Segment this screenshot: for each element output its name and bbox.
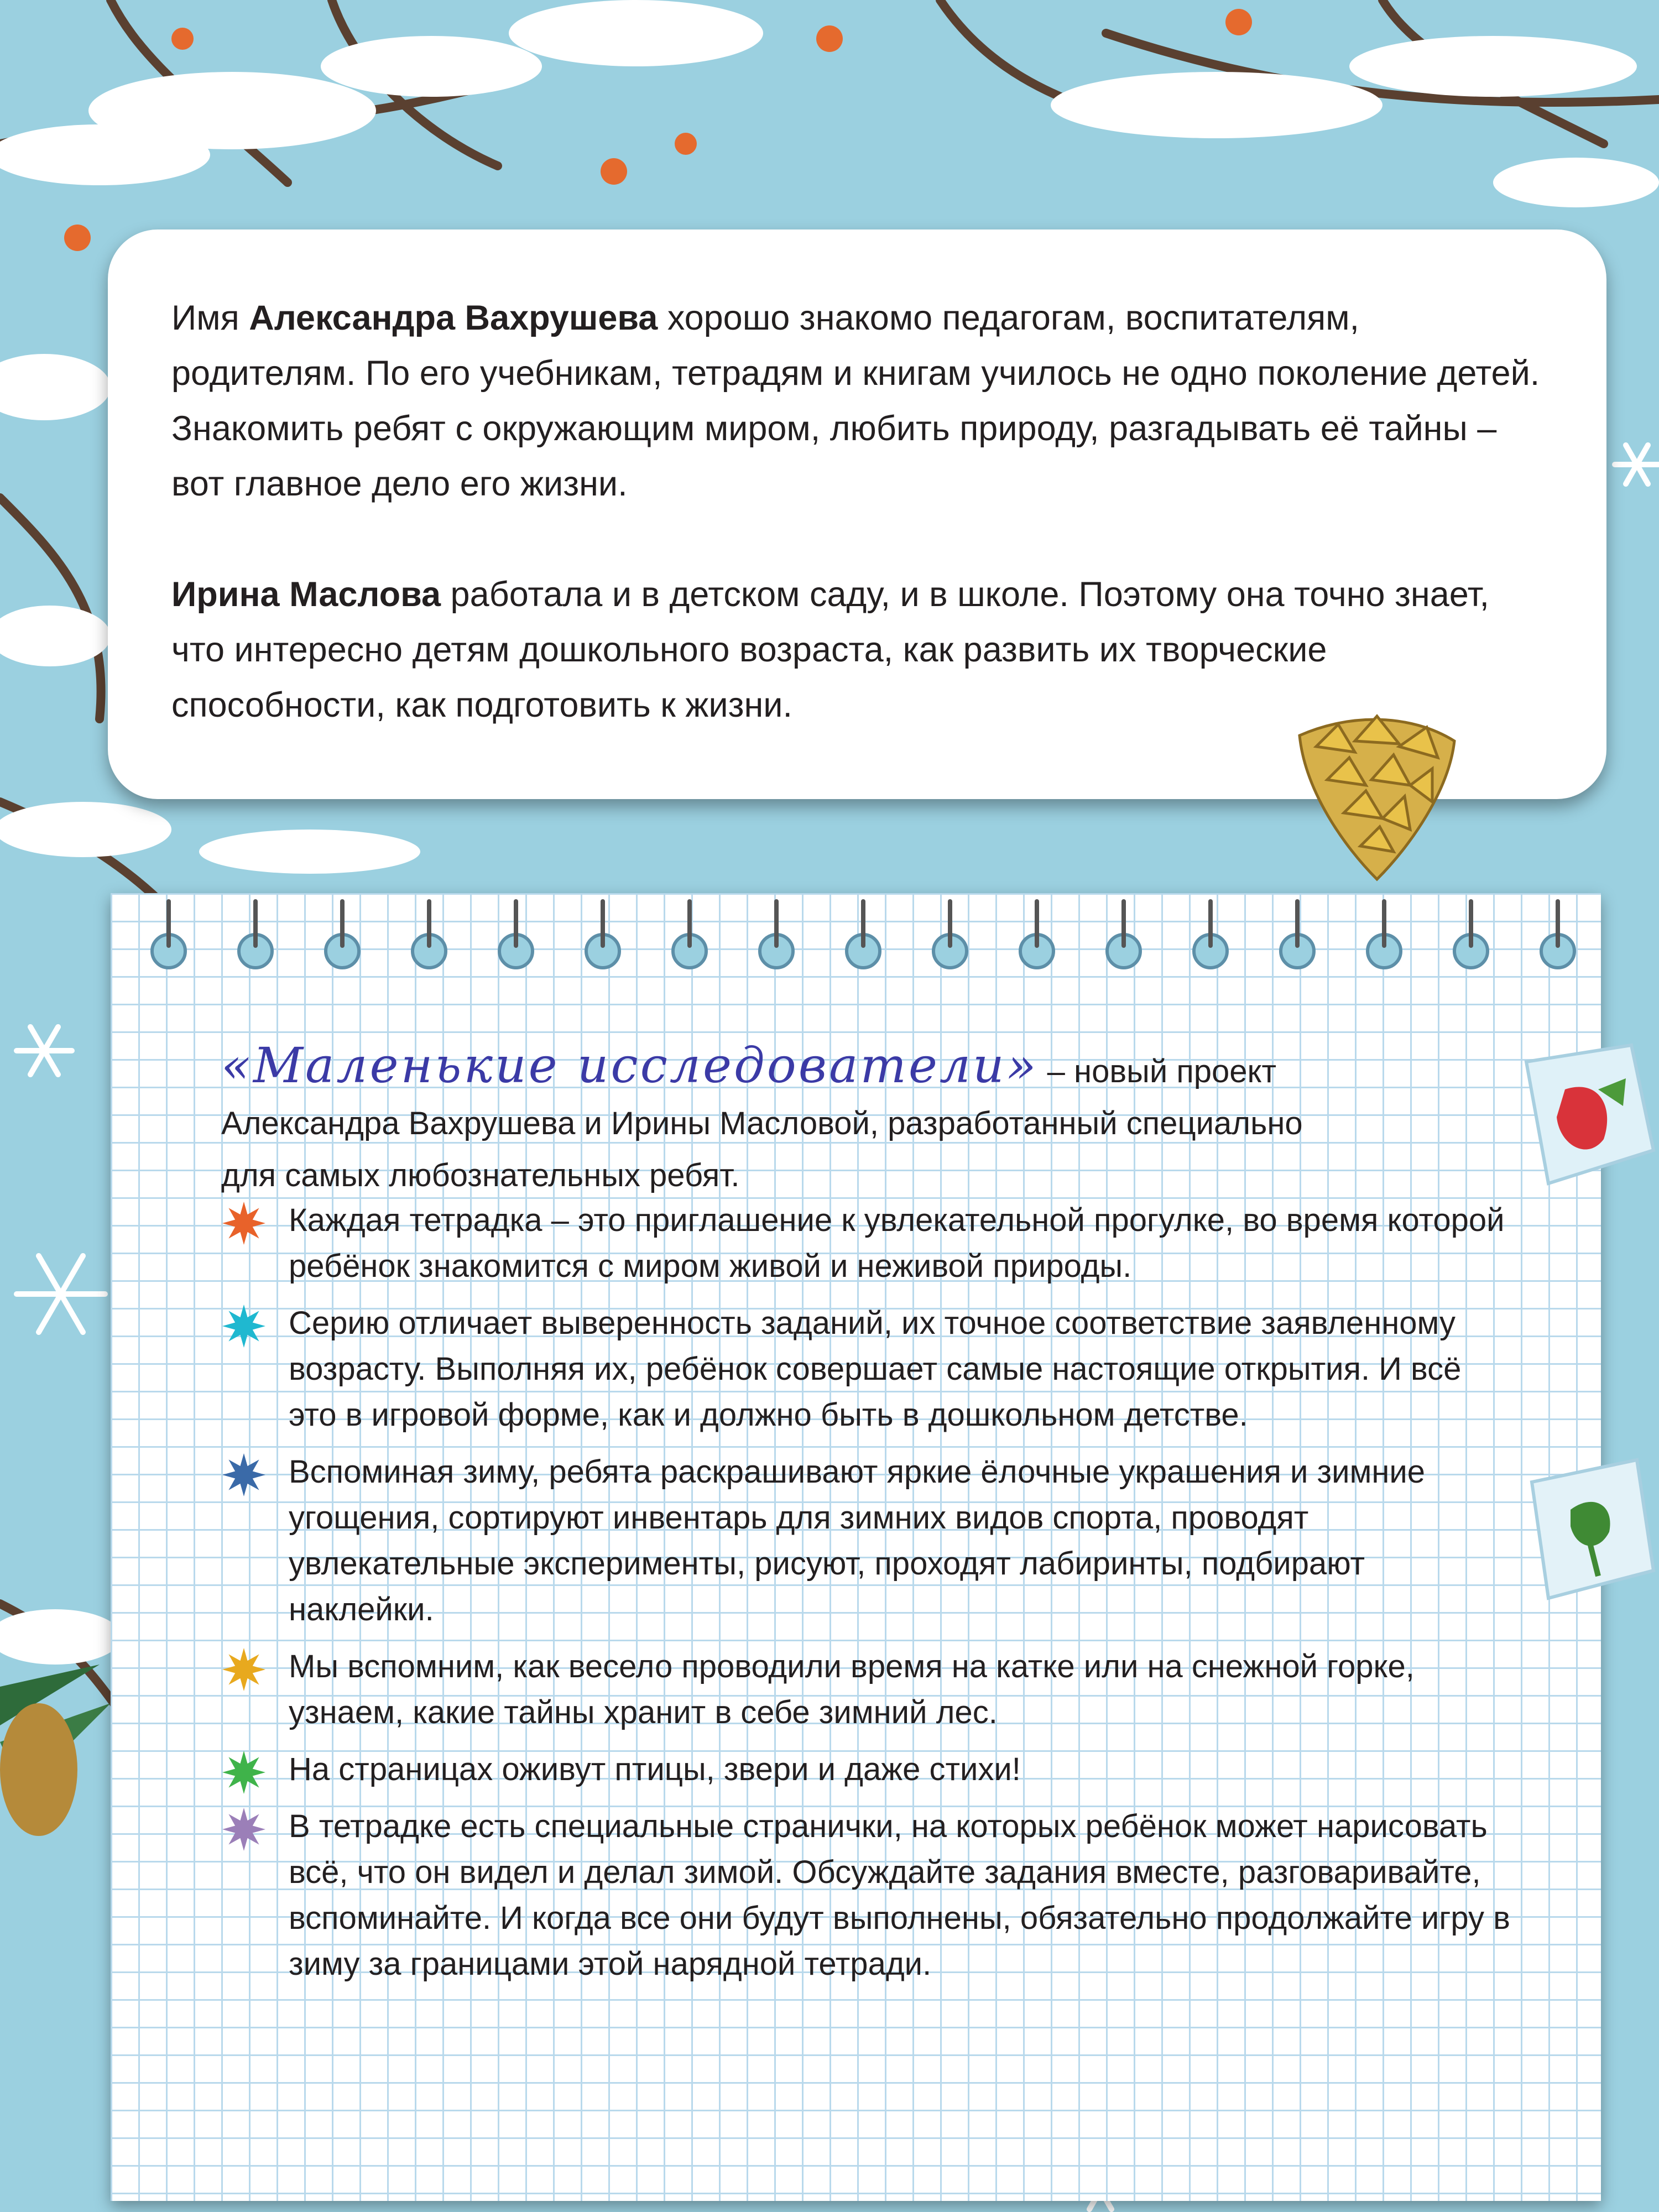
feature-item	[221, 1300, 1515, 1438]
ice-cube-strawberry-icon	[1504, 1040, 1659, 1206]
ice-cube-parsley-icon	[1515, 1449, 1659, 1615]
feature-text: В тетрадке есть специальные странички, на которых ребёнок может нарисовать всё, что он видел и делал зимой. Обсуждайте задания вместе, разговаривайте, вспоминайте. И когда все они будут выполнены, обязательно продолжайте игру в зиму за границами этой нарядной тетради.	[289, 1808, 1510, 1982]
author-name-maslova: Ирина Маслова	[171, 575, 441, 614]
series-intro	[221, 1037, 1493, 1202]
feature-text: Мы вспомним, как весело проводили время на катке или на снежной горке, узнаем, какие тайны хранит в себе зимний лес.	[289, 1648, 1415, 1730]
star-bullet-icon	[222, 1305, 265, 1348]
star-bullet-icon	[222, 1648, 265, 1691]
author-description: хорошо знакомо педагогам, воспитателям, родителям. По его учебникам, тетрадям и книгам училось не одно поколение детей. Знакомить ребят с окружающим миром, любить природу, разгадывать её тайны – вот главное дело его жизни.	[171, 299, 1540, 503]
notebook-ring-holes	[111, 890, 1601, 984]
feature-text: Вспоминая зиму, ребята раскрашивают яркие ёлочные украшения и зимние угощения, сортируют инвентарь для зимних видов спорта, проводят увлекательные эксперименты, рисуют, проходят лабиринты, подбирают наклейки.	[289, 1454, 1426, 1627]
intro-line-2: Александра Вахрушева и Ирины Масловой, разработанный специально	[221, 1105, 1303, 1141]
star-bullet-icon	[222, 1202, 265, 1245]
feature-text: Каждая тетрадка – это приглашение к увлекательной прогулке, во время которой ребёнок знакомится с миром живой и неживой природы.	[289, 1202, 1505, 1284]
author-paragraph-vakhrushev	[171, 290, 1540, 512]
feature-item	[221, 1644, 1515, 1735]
pine-cone-icon	[1266, 702, 1488, 890]
feature-text: На страницах оживут птицы, звери и даже стихи!	[289, 1751, 1021, 1787]
text-prefix: Имя	[171, 299, 249, 337]
feature-text: Серию отличает выверенность заданий, их точное соответствие заявленному возрасту. Выполняя их, ребёнок совершает самые настоящие открытия. И всё это в игровой форме, как и должно быть в дошкольном детстве.	[289, 1305, 1462, 1433]
series-title: «Маленькие исследователи»	[221, 1037, 1039, 1094]
feature-list	[221, 1197, 1515, 1998]
feature-item	[221, 1746, 1515, 1792]
feature-item	[221, 1449, 1515, 1632]
star-bullet-icon	[222, 1808, 265, 1851]
feature-item	[221, 1197, 1515, 1289]
intro-line-3: для самых любознательных ребят.	[221, 1157, 740, 1193]
feature-item	[221, 1803, 1515, 1987]
author-description: работала и в детском саду, и в школе. Поэтому она точно знает, что интересно детям дошкольного возраста, как развить их творческие способности, как подготовить к жизни.	[171, 575, 1490, 724]
author-name-vakhrushev: Александра Вахрушева	[249, 299, 658, 337]
star-bullet-icon	[222, 1751, 265, 1794]
intro-line-1: – новый проект	[1038, 1053, 1277, 1089]
star-bullet-icon	[222, 1453, 265, 1496]
